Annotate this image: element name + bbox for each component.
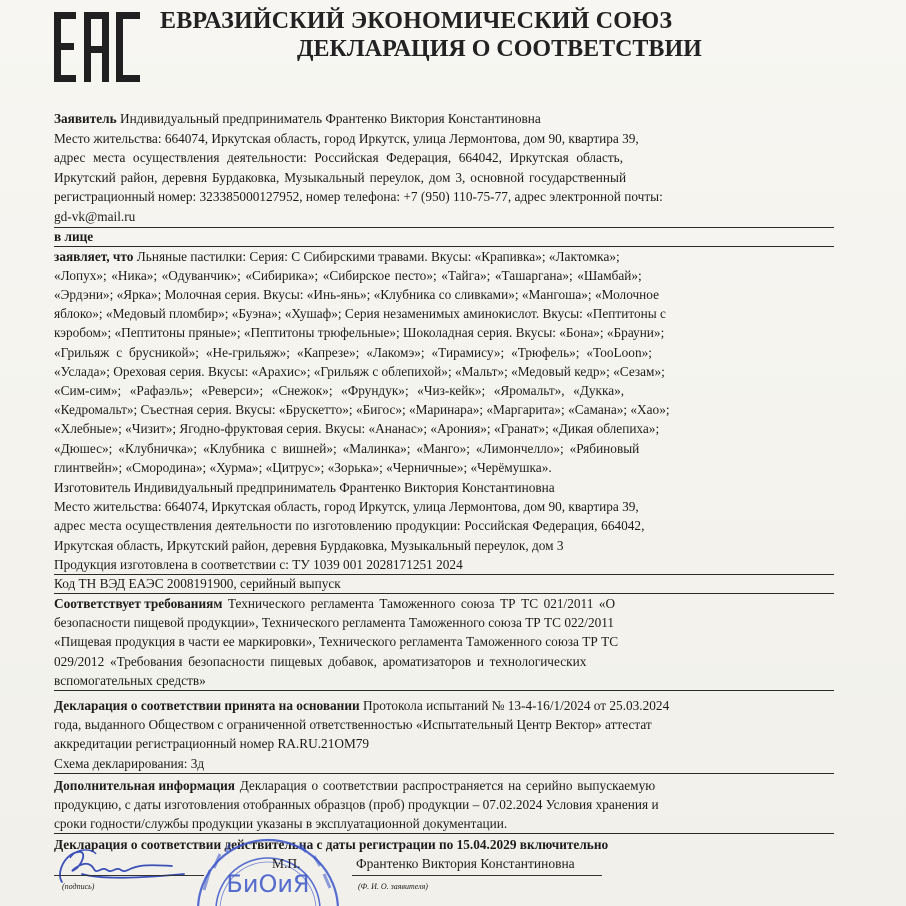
manufacturer-line: Продукция изготовлена в соответствии с: ТУ 1039 001 2028171251 2024 bbox=[54, 556, 463, 572]
manufacturer-line: адрес места осуществления деятельности по изготовлению продукции: Российская Федерация, 664042, bbox=[54, 518, 645, 534]
document-body bbox=[54, 109, 834, 855]
name-caption: (Ф. И. О. заявителя) bbox=[358, 882, 428, 891]
document-title: ЕВРАЗИЙСКИЙ ЭКОНОМИЧЕСКИЙ СОЮЗ bbox=[160, 8, 673, 34]
applicant-line: gd-vk@mail.ru bbox=[54, 208, 136, 224]
additional-line: сроки годности/службы продукции указаны в эксплуатационной документации. bbox=[54, 816, 508, 832]
basis-line: Протокола испытаний № 13-4-16/1/2024 от 25.03.2024 bbox=[359, 698, 670, 714]
declaration-line: «Дюшес»; «Клубничка»; «Клубника с вишней»; «Малинка»; «Манго»; «Лимончелло»; «Рябиновый bbox=[54, 440, 640, 456]
declaration-line: «Лопух»; «Ника»; «Одуванчик»; «Сибирика»; «Сибирское песто»; «Тайга»; «Ташаргана»; «Шамбай»; bbox=[54, 267, 642, 283]
declaration-scheme: Схема декларирования: 3д bbox=[54, 755, 205, 771]
declaration-line: яблоко»; «Медовый пломбир»; «Буэна»; «Хушаф»; Серия незаменимых аминокислот. Вкусы: «Пептитоны с bbox=[54, 306, 666, 322]
declaration-line: «Грильяж с брусникой»; «Не-грильяж»; «Капрезе»; «Лакомэ»; «Тирамису»; «Трюфель»; «TooLoon»; bbox=[54, 344, 652, 360]
manufacturer-line: Иркутская область, Иркутский район, деревня Бурдаковка, Музыкальный переулок, дом 3 bbox=[54, 537, 564, 553]
applicant-line: Индивидуальный предприниматель Франтенко Виктория Константиновна bbox=[119, 111, 541, 126]
document-subtitle: ДЕКЛАРАЦИЯ О СООТВЕТСТВИИ bbox=[297, 36, 702, 62]
applicant-label: Заявитель bbox=[54, 111, 117, 126]
conformity-line: Технического регламента Таможенного союза ТР ТС 021/2011 «О bbox=[222, 596, 616, 612]
tnved-code: Код ТН ВЭД ЕАЭС 2008191900, серийный выпуск bbox=[54, 576, 341, 592]
declaration-line: «Хлебные»; «Чизит»; Ягодно-фруктовая серия. Вкусы: «Ананас»; «Арония»; «Гранат»; «Дикая облепиха»; bbox=[54, 421, 660, 437]
manufacturer-line: Место жительства: 664074, Иркутская область, город Иркутск, улица Лермонтова, дом 90, квартира 39, bbox=[54, 499, 639, 515]
applicant-line: адрес места осуществления деятельности: Российская Федерация, 664042, Иркутская область, bbox=[54, 150, 624, 166]
additional-line: Декларация о соответствии распространяется на серийно выпускаемую bbox=[234, 777, 656, 793]
conformity-line: безопасности пищевой продукции», Технического регламента Таможенного союза ТР ТС 022/2011 bbox=[54, 615, 615, 631]
manufacturer-section bbox=[54, 478, 834, 574]
declaration-line: глинтвейн»; «Смородина»; «Хурма»; «Цитрус»; «Зорька»; «Черничные»; «Черёмушка». bbox=[54, 459, 552, 475]
basis-line: года, выданного Обществом с ограниченной ответственностью «Испытательный Центр Вектор» аттестат bbox=[54, 717, 652, 733]
declaration-line: кэробом»; «Пептитоны пряные»; «Пептитоны трюфельные»; Шоколадная серия. Вкусы: «Бона»; «Брауни»; bbox=[54, 325, 665, 341]
signature-caption: (подпись) bbox=[62, 882, 95, 891]
validity-statement: Декларация о соответствии действительна с даты регистрации по 15.04.2029 включительно bbox=[54, 837, 609, 853]
conformity-line: 029/2012 «Требования безопасности пищевых добавок, ароматизаторов и технологических bbox=[54, 653, 587, 669]
eac-logo-icon bbox=[52, 10, 142, 84]
declaration-line: «Услада»; Ореховая серия. Вкусы: «Арахис»; «Грильяж с облепихой»; «Мальт»; «Медовый кедр»; «Сезам»; bbox=[54, 363, 665, 379]
basis-label: Декларация о соответствии принята на основании bbox=[54, 698, 360, 714]
signature-line bbox=[54, 875, 204, 876]
name-line bbox=[352, 875, 602, 876]
declaration-line: Льняные пастилки: Серия: С Сибирскими травами. Вкусы: «Крапивка»; «Лактомка»; bbox=[133, 248, 620, 264]
declares-label: заявляет, что bbox=[54, 248, 134, 264]
divider bbox=[54, 773, 834, 774]
additional-line: продукцию, с даты изготовления отобранных образцов (проб) продукции – 07.02.2024 Условия хранения и bbox=[54, 797, 659, 813]
applicant-line: регистрационный номер: 323385000127952, номер телефона: +7 (950) 110-75-77, адрес электронной почты: bbox=[54, 189, 663, 205]
applicant-name: Франтенко Виктория Константиновна bbox=[356, 856, 575, 871]
declaration-line: «Эрдэни»; «Ярка»; Молочная серия. Вкусы: «Инь-янь»; «Клубника со сливками»; «Мангоша»; «Молочное bbox=[54, 286, 660, 302]
conformity-section bbox=[54, 594, 834, 690]
divider bbox=[54, 690, 834, 691]
manufacturer-line: Изготовитель Индивидуальный предприниматель Франтенко Виктория Константиновна bbox=[54, 480, 555, 495]
conformity-line: вспомогательных средств» bbox=[54, 672, 206, 688]
applicant-line: Место жительства: 664074, Иркутская область, город Иркутск, улица Лермонтова, дом 90, квартира 39, bbox=[54, 130, 639, 146]
conformity-line: «Пищевая продукция в части ее маркировки», Технического регламента Таможенного союза ТР ТС bbox=[54, 634, 619, 650]
declaration-line: «Кедромальт»; Съестная серия. Вкусы: «Брускетто»; «Бигос»; «Маринара»; «Маргарита»; «Самана»; «Хао»; bbox=[54, 402, 670, 418]
stamp-text: БиОиЯ bbox=[226, 870, 310, 898]
applicant-section bbox=[54, 109, 834, 227]
declaration-line: «Сим-сим»; «Рафаэль»; «Реверси»; «Снежок»; «Фрундук»; «Чиз-кейк»; «Яромальт», «Дукка», bbox=[54, 382, 625, 398]
applicant-line: Иркутский район, деревня Бурдаковка, Музыкальный переулок, дом 3, основной государственный bbox=[54, 169, 627, 185]
basis-section bbox=[54, 696, 834, 773]
additional-label: Дополнительная информация bbox=[54, 777, 235, 793]
declaration-section bbox=[54, 247, 834, 477]
signature-area bbox=[0, 830, 906, 906]
conformity-label: Соответствует требованиям bbox=[54, 596, 223, 612]
seal-place-label: М.П. bbox=[272, 856, 301, 871]
additional-section bbox=[54, 776, 834, 834]
basis-line: аккредитации регистрационный номер RA.RU.21ОМ79 bbox=[54, 736, 370, 752]
represented-label: в лице bbox=[54, 228, 94, 244]
